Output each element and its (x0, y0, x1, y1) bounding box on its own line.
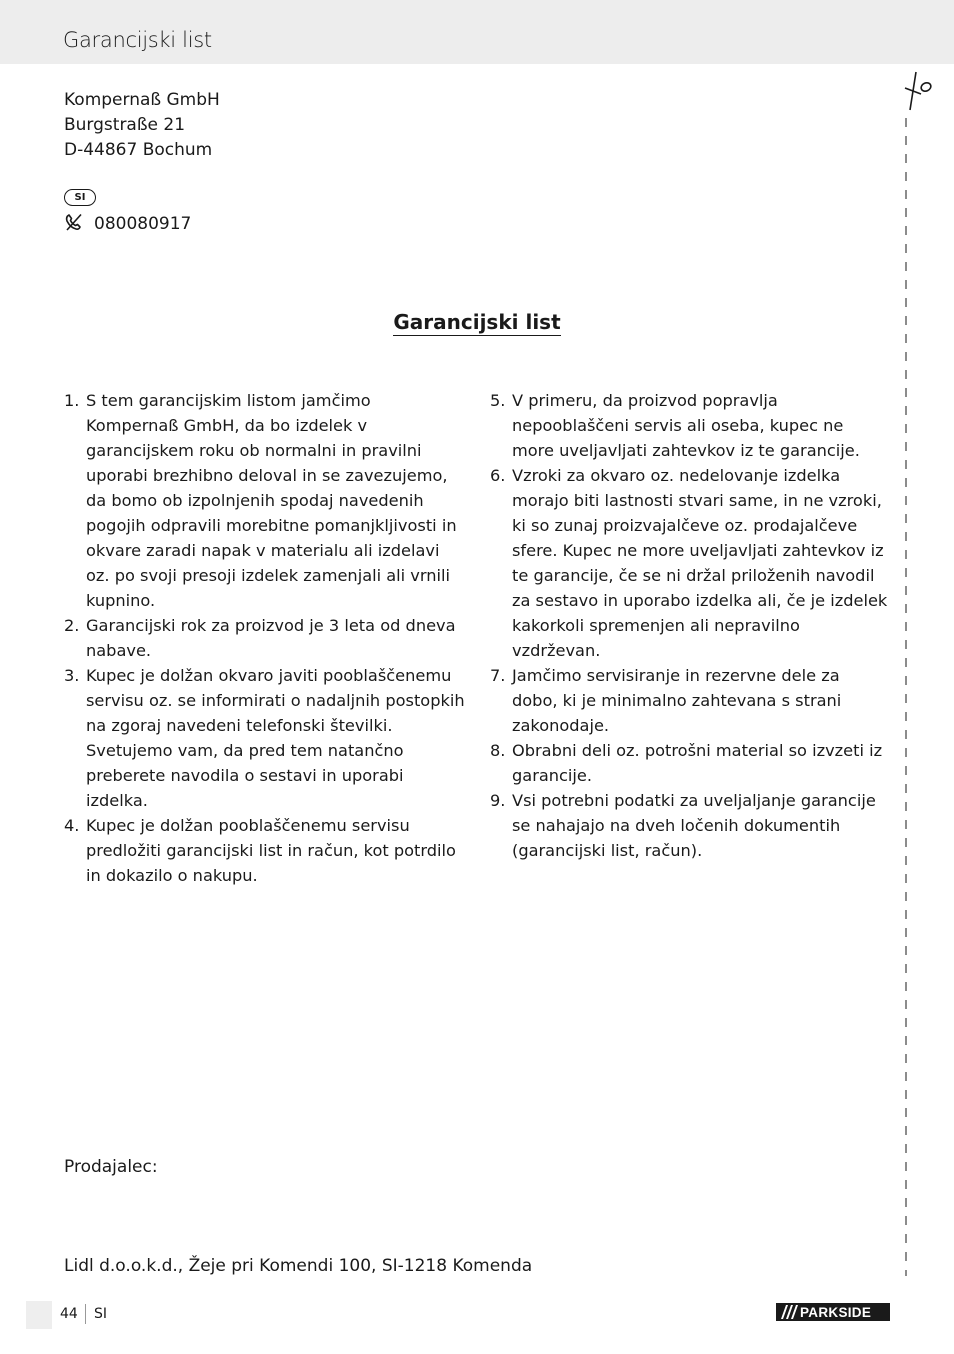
item-text: V primeru, da proizvod popravlja nepooblaščeni servis ali oseba, kupec ne more uveljavljati zahtevkov iz te garancije. (512, 391, 860, 460)
phone-icon (64, 212, 84, 240)
item-text: Kupec je dolžan okvaro javiti pooblaščenemu servisu oz. se informirati o nadaljnih postopkih na zgoraj navedeni telefonski številki. Svetujemo vam, da pred tem natančno preberete navodila o sestavi in uporabi izdelka. (86, 666, 465, 810)
item-number: 1. (64, 391, 80, 410)
item-text: Vzroki za okvaro oz. nedelovanje izdelka morajo biti lastnosti stvari same, in ne vzroki, ki so zunaj proizvajalčeve oz. prodajalčeve sfere. Kupec ne more uveljavljati zahtevkov iz te garancije, če se ni držal priloženih navodil za sestavo in uporabo izdelka ali, če je izdelek kakorkoli spremenjen ali nepravilno vzdrževan. (512, 466, 888, 660)
condition-item (64, 613, 468, 663)
scissors-icon (902, 70, 936, 112)
item-text: Obrabni deli oz. potrošni material so izvzeti iz garancije. (512, 741, 883, 785)
page-language: SI (94, 1306, 108, 1322)
item-number: 6. (490, 466, 506, 485)
item-number: 2. (64, 616, 80, 635)
page-number: 44 (60, 1306, 78, 1322)
item-text: S tem garancijskim listom jamčimo Kompernaß GmbH, da bo izdelek v garancijskem roku ob normalni in pravilni uporabi brezhibno deloval in se zavezujemo, da bomo ob izpolnjenih spodaj navedenih pogojih odpravili morebitne pomanjkljivosti in okvare zaradi napak v materialu ali izdelavi oz. po svoji presoji izdelek zamenjali ali vrnili kupnino. (86, 391, 457, 610)
item-number: 3. (64, 666, 80, 685)
address-line-city: D-44867 Bochum (64, 140, 213, 160)
item-text: Kupec je dolžan pooblaščenemu servisu predložiti garancijski list in račun, kot potrdilo in dokazilo o nakupu. (86, 816, 456, 885)
item-text: Garancijski rok za proizvod je 3 leta od dneva nabave. (86, 616, 456, 660)
section-heading-text: Garancijski list (393, 310, 561, 334)
conditions-column-right (490, 388, 890, 863)
country-badge: SI (64, 189, 96, 206)
item-number: 4. (64, 816, 80, 835)
phone-row (64, 212, 191, 240)
condition-item (490, 463, 890, 663)
section-heading (0, 310, 954, 334)
seller-address: Lidl d.o.o.k.d., Žeje pri Komendi 100, SI-1218 Komenda (64, 1256, 533, 1276)
address-line-company: Kompernaß GmbH (64, 90, 220, 110)
condition-item (64, 388, 468, 613)
footer-divider (85, 1304, 86, 1324)
parkside-logo (776, 1303, 890, 1321)
page-number-box (26, 1301, 52, 1329)
seller-label: Prodajalec: (64, 1157, 158, 1177)
item-number: 7. (490, 666, 506, 685)
conditions-column-left (64, 388, 468, 888)
phone-number: 080080917 (94, 214, 192, 234)
item-number: 8. (490, 741, 506, 760)
condition-item (490, 663, 890, 738)
condition-item (64, 663, 468, 813)
condition-item (490, 388, 890, 463)
condition-item (64, 813, 468, 888)
item-number: 9. (490, 791, 506, 810)
page-title: Garancijski list (63, 28, 212, 52)
item-text: Vsi potrebni podatki za uveljaljanje garancije se nahajajo na dveh ločenih dokumentih (garancijski list, račun). (512, 791, 876, 860)
condition-item (490, 788, 890, 863)
parkside-logo-text: PARKSIDE (800, 1305, 872, 1320)
cut-line (901, 66, 913, 1276)
item-text: Jamčimo servisiranje in rezervne dele za dobo, ki je minimalno zahtevana s strani zakonodaje. (512, 666, 842, 735)
condition-item (490, 738, 890, 788)
manufacturer-address (64, 88, 220, 163)
item-number: 5. (490, 391, 506, 410)
address-line-street: Burgstraße 21 (64, 115, 186, 135)
